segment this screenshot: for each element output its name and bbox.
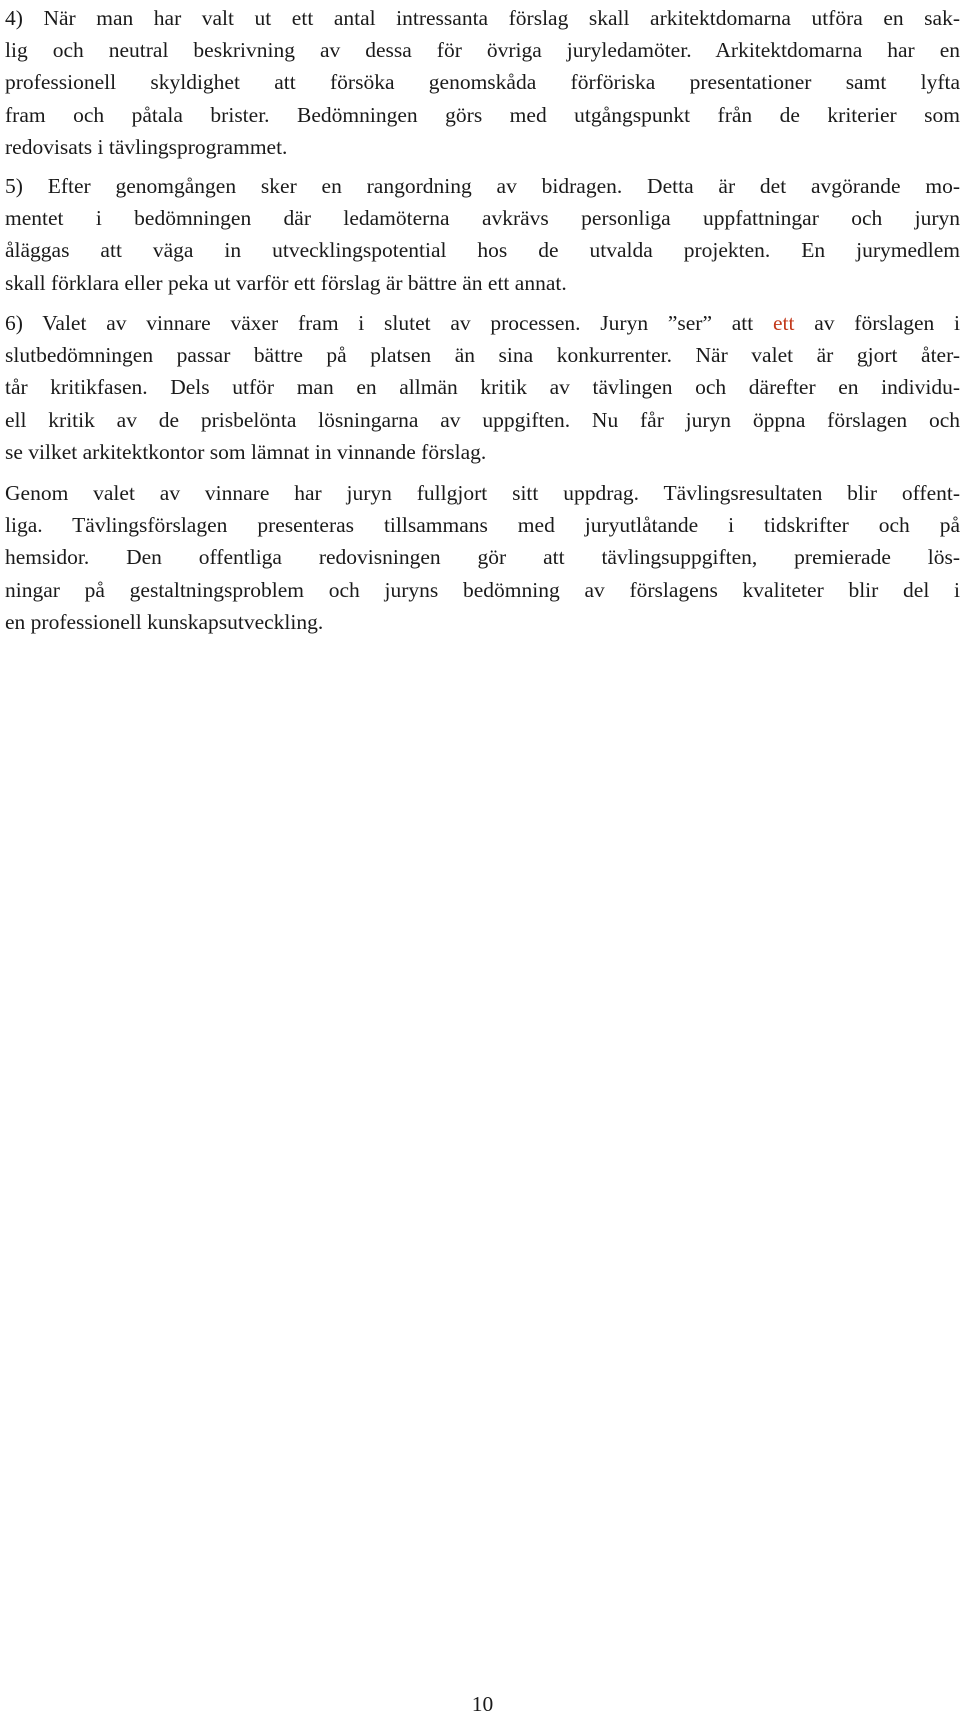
paragraph-line: Genom valet av vinnare har juryn fullgjort sitt uppdrag. Tävlingsresultaten blir offent- xyxy=(5,481,960,505)
paragraph-4 xyxy=(5,2,960,163)
paragraph-line: liga. Tävlingsförslagen presenteras tillsammans med juryutlåtande i tidskrifter och på xyxy=(5,513,960,538)
paragraph-7 xyxy=(5,477,960,638)
paragraph-line xyxy=(5,307,960,339)
paragraph-line: professionell skyldighet att försöka genomskåda förföriska presentationer samt lyfta xyxy=(5,70,960,95)
paragraph-line: 4) När man har valt ut ett antal intressanta förslag skall arkitektdomarna utföra en sak- xyxy=(5,6,960,30)
paragraph-5 xyxy=(5,170,960,299)
paragraph-line: ningar på gestaltningsproblem och juryns bedömning av förslagens kvaliteter blir del i xyxy=(5,577,960,602)
highlighted-word: ett xyxy=(773,311,795,335)
paragraph-line: lig och neutral beskrivning av dessa för övriga juryledamöter. Arkitektdomarna har en xyxy=(5,38,960,63)
line-text-before: 6) Valet av vinnare växer fram i slutet av processen. Juryn ”ser” att xyxy=(5,311,754,335)
paragraph-line: tår kritikfasen. Dels utför man en allmän kritik av tävlingen och därefter en individu- xyxy=(5,375,960,400)
paragraph-line: åläggas att väga in utvecklingspotential hos de utvalda projekten. En jurymedlem xyxy=(5,238,960,263)
paragraph-line: slutbedömningen passar bättre på platsen än sina konkurrenter. När valet är gjort åter- xyxy=(5,343,960,368)
paragraph-line: ell kritik av de prisbelönta lösningarna av uppgiften. Nu får juryn öppna förslagen och xyxy=(5,407,960,432)
paragraph-line: en professionell kunskapsutveckling. xyxy=(5,609,324,634)
paragraph-line: redovisats i tävlingsprogrammet. xyxy=(5,134,288,159)
document-page xyxy=(5,0,960,1721)
paragraph-line: fram och påtala brister. Bedömningen görs med utgångspunkt från de kriterier som xyxy=(5,102,960,127)
page-number: 10 xyxy=(471,1692,494,1716)
paragraph-6 xyxy=(5,307,960,468)
paragraph-line: mentet i bedömningen där ledamöterna avkrävs personliga uppfattningar och juryn xyxy=(5,206,960,231)
paragraph-line: se vilket arkitektkontor som lämnat in vinnande förslag. xyxy=(5,439,487,464)
paragraph-line: 5) Efter genomgången sker en rangordning av bidragen. Detta är det avgörande mo- xyxy=(5,174,960,198)
paragraph-line: hemsidor. Den offentliga redovisningen gör att tävlingsuppgiften, premierade lös- xyxy=(5,545,960,570)
line-text-after: av förslagen i xyxy=(814,311,960,335)
paragraph-line: skall förklara eller peka ut varför ett förslag är bättre än ett annat. xyxy=(5,270,567,295)
